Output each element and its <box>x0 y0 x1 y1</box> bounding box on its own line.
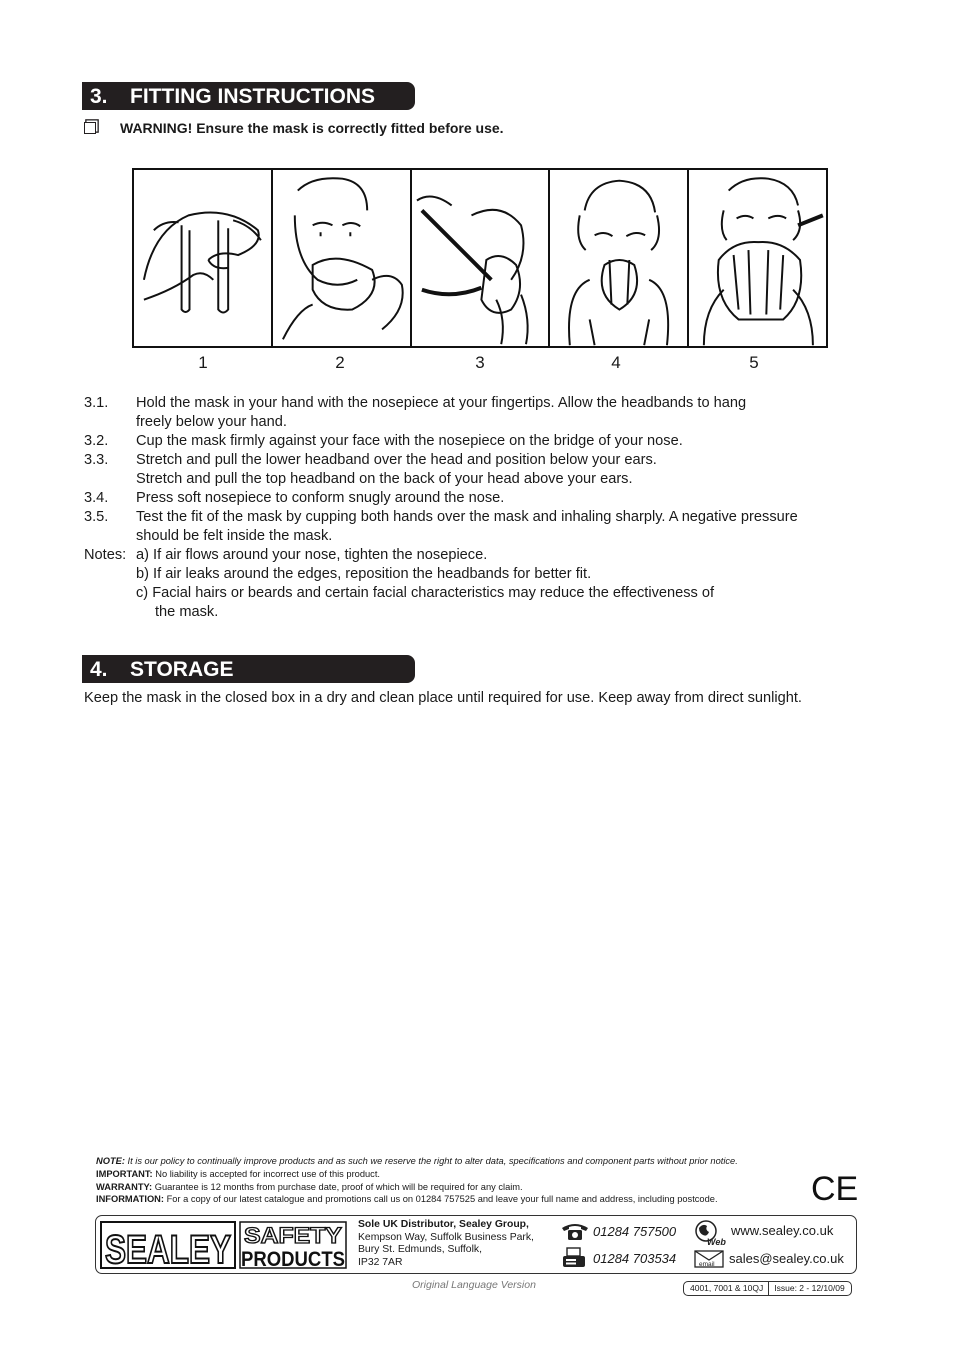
step-3-5-continued <box>84 527 884 546</box>
safety-text: SAFETY <box>244 1223 343 1248</box>
section-3-heading <box>82 82 415 110</box>
warranty-line <box>96 1181 836 1194</box>
step-3-1 <box>84 394 884 413</box>
checkbox-icon <box>84 122 96 134</box>
note-c <box>84 584 884 603</box>
sealey-logo-text: SEALEY <box>105 1228 232 1272</box>
figure-panel-5 <box>689 170 826 346</box>
note-text: a) If air flows around your nose, tighten the nosepiece. <box>136 547 488 563</box>
telephone-icon <box>561 1221 589 1241</box>
step-text: Stretch and pull the top headband on the back of your head above your ears. <box>136 471 633 487</box>
test-fit-illustration <box>689 170 826 346</box>
step-text: should be felt inside the mask. <box>136 528 333 544</box>
step-text: Test the fit of the mask by cupping both hands over the mask and inhaling sharply. A negative pressure <box>136 509 798 525</box>
step-number: 3.4. <box>84 490 109 506</box>
web-globe-icon <box>693 1219 727 1247</box>
ce-mark-text: CE <box>811 1170 859 1208</box>
figure-panel-1 <box>134 170 273 346</box>
information-label: INFORMATION: <box>96 1194 164 1205</box>
figure-label-2: 2 <box>335 353 345 372</box>
information-line <box>96 1193 836 1206</box>
cup-mask-to-face-illustration <box>273 170 410 346</box>
sealey-logo <box>100 1221 236 1272</box>
step-3-1-continued <box>84 413 884 432</box>
note-b <box>84 565 884 584</box>
figure-label-5: 5 <box>749 353 759 372</box>
note-text: It is our policy to continually improve products and as such we reserve the right to alter data, specifications and component parts without prior notice. <box>124 1156 738 1166</box>
important-label: IMPORTANT: <box>96 1168 153 1179</box>
step-3-5 <box>84 508 884 527</box>
address-line: Bury St. Edmunds, Suffolk, <box>358 1244 482 1255</box>
step-3-2 <box>84 432 884 451</box>
section-number: 4. <box>90 658 108 681</box>
notes-label: Notes: <box>84 547 127 563</box>
email-icon-label: email <box>699 1261 715 1268</box>
step-text: freely below your hand. <box>136 414 287 430</box>
email-envelope-icon <box>694 1250 724 1268</box>
step-text: Stretch and pull the lower headband over the head and position below your ears. <box>136 452 657 468</box>
distributor-address <box>358 1219 534 1269</box>
warranty-text: Guarantee is 12 months from purchase date, proof of which will be required for any claim. <box>152 1181 523 1192</box>
step-number: 3.5. <box>84 509 109 525</box>
note-a <box>84 546 884 565</box>
distributor-name: Sole UK Distributor, Sealey Group, <box>358 1219 529 1230</box>
fitting-steps <box>84 394 884 622</box>
footer-notes <box>96 1155 836 1206</box>
website-link[interactable]: www.sealey.co.uk <box>731 1223 834 1238</box>
step-text: Hold the mask in your hand with the nosepiece at your fingertips. Allow the headbands to hang <box>136 395 747 411</box>
section-number: 3. <box>90 85 108 108</box>
fax-number: 01284 703534 <box>593 1251 677 1266</box>
step-number: 3.3. <box>84 452 109 468</box>
safety-products-logo <box>239 1221 347 1269</box>
press-nosepiece-illustration <box>550 170 687 346</box>
phone-number[interactable]: 01284 757500 <box>593 1224 677 1239</box>
email-link[interactable]: sales@sealey.co.uk <box>729 1251 844 1266</box>
figure-panel-3 <box>412 170 551 346</box>
section-title: FITTING INSTRUCTIONS <box>130 85 375 108</box>
important-text: No liability is accepted for incorrect use of this product. <box>152 1168 381 1179</box>
note-text: b) If air leaks around the edges, reposition the headbands for better fit. <box>136 566 592 582</box>
note-line <box>96 1155 836 1168</box>
note-label: NOTE: <box>96 1156 125 1166</box>
figure-label-4: 4 <box>611 353 621 372</box>
step-3-4 <box>84 489 884 508</box>
address-line: Kempson Way, Suffolk Business Park, <box>358 1231 534 1243</box>
information-text: For a copy of our latest catalogue and promotions call us on 01284 757525 and leave your full name and address, including postcode. <box>164 1194 718 1205</box>
note-text: the mask. <box>155 604 219 620</box>
hand-holding-mask-illustration <box>134 170 271 346</box>
warning-line <box>84 120 504 136</box>
step-number: 3.1. <box>84 395 109 411</box>
storage-text: Keep the mask in the closed box in a dry and clean place until required for use. Keep away from direct sunlight. <box>84 690 802 706</box>
web-icon-label: Web <box>707 1237 726 1247</box>
figure-panel-4 <box>550 170 689 346</box>
section-title: STORAGE <box>130 658 234 681</box>
model-numbers: 4001, 7001 & 10QJ <box>690 1282 769 1295</box>
note-text: c) Facial hairs or beards and certain facial characteristics may reduce the effectiveness of <box>136 585 715 601</box>
issue-info: Issue: 2 - 12/10/09 <box>774 1283 845 1293</box>
issue-box <box>683 1281 852 1296</box>
step-3-3-continued <box>84 470 884 489</box>
step-3-3 <box>84 451 884 470</box>
note-c-continued <box>84 603 884 622</box>
figure-label-1: 1 <box>198 353 208 372</box>
step-number: 3.2. <box>84 433 109 449</box>
fax-icon <box>561 1247 587 1269</box>
warranty-label: WARRANTY: <box>96 1181 153 1192</box>
step-text: Cup the mask firmly against your face with the nosepiece on the bridge of your nose. <box>136 433 683 449</box>
original-language-note: Original Language Version <box>412 1279 536 1291</box>
figure-panel-2 <box>273 170 412 346</box>
products-text: PRODUCTS <box>241 1248 345 1271</box>
address-line: IP32 7AR <box>358 1256 403 1268</box>
step-text: Press soft nosepiece to conform snugly around the nose. <box>136 490 505 506</box>
pull-headband-illustration <box>412 170 549 346</box>
important-line <box>96 1168 836 1181</box>
ce-mark-icon <box>810 1170 859 1208</box>
section-4-heading <box>82 655 415 683</box>
figure-label-3: 3 <box>475 353 485 372</box>
warning-text: WARNING! Ensure the mask is correctly fitted before use. <box>120 120 504 136</box>
fitting-figures <box>132 168 828 348</box>
